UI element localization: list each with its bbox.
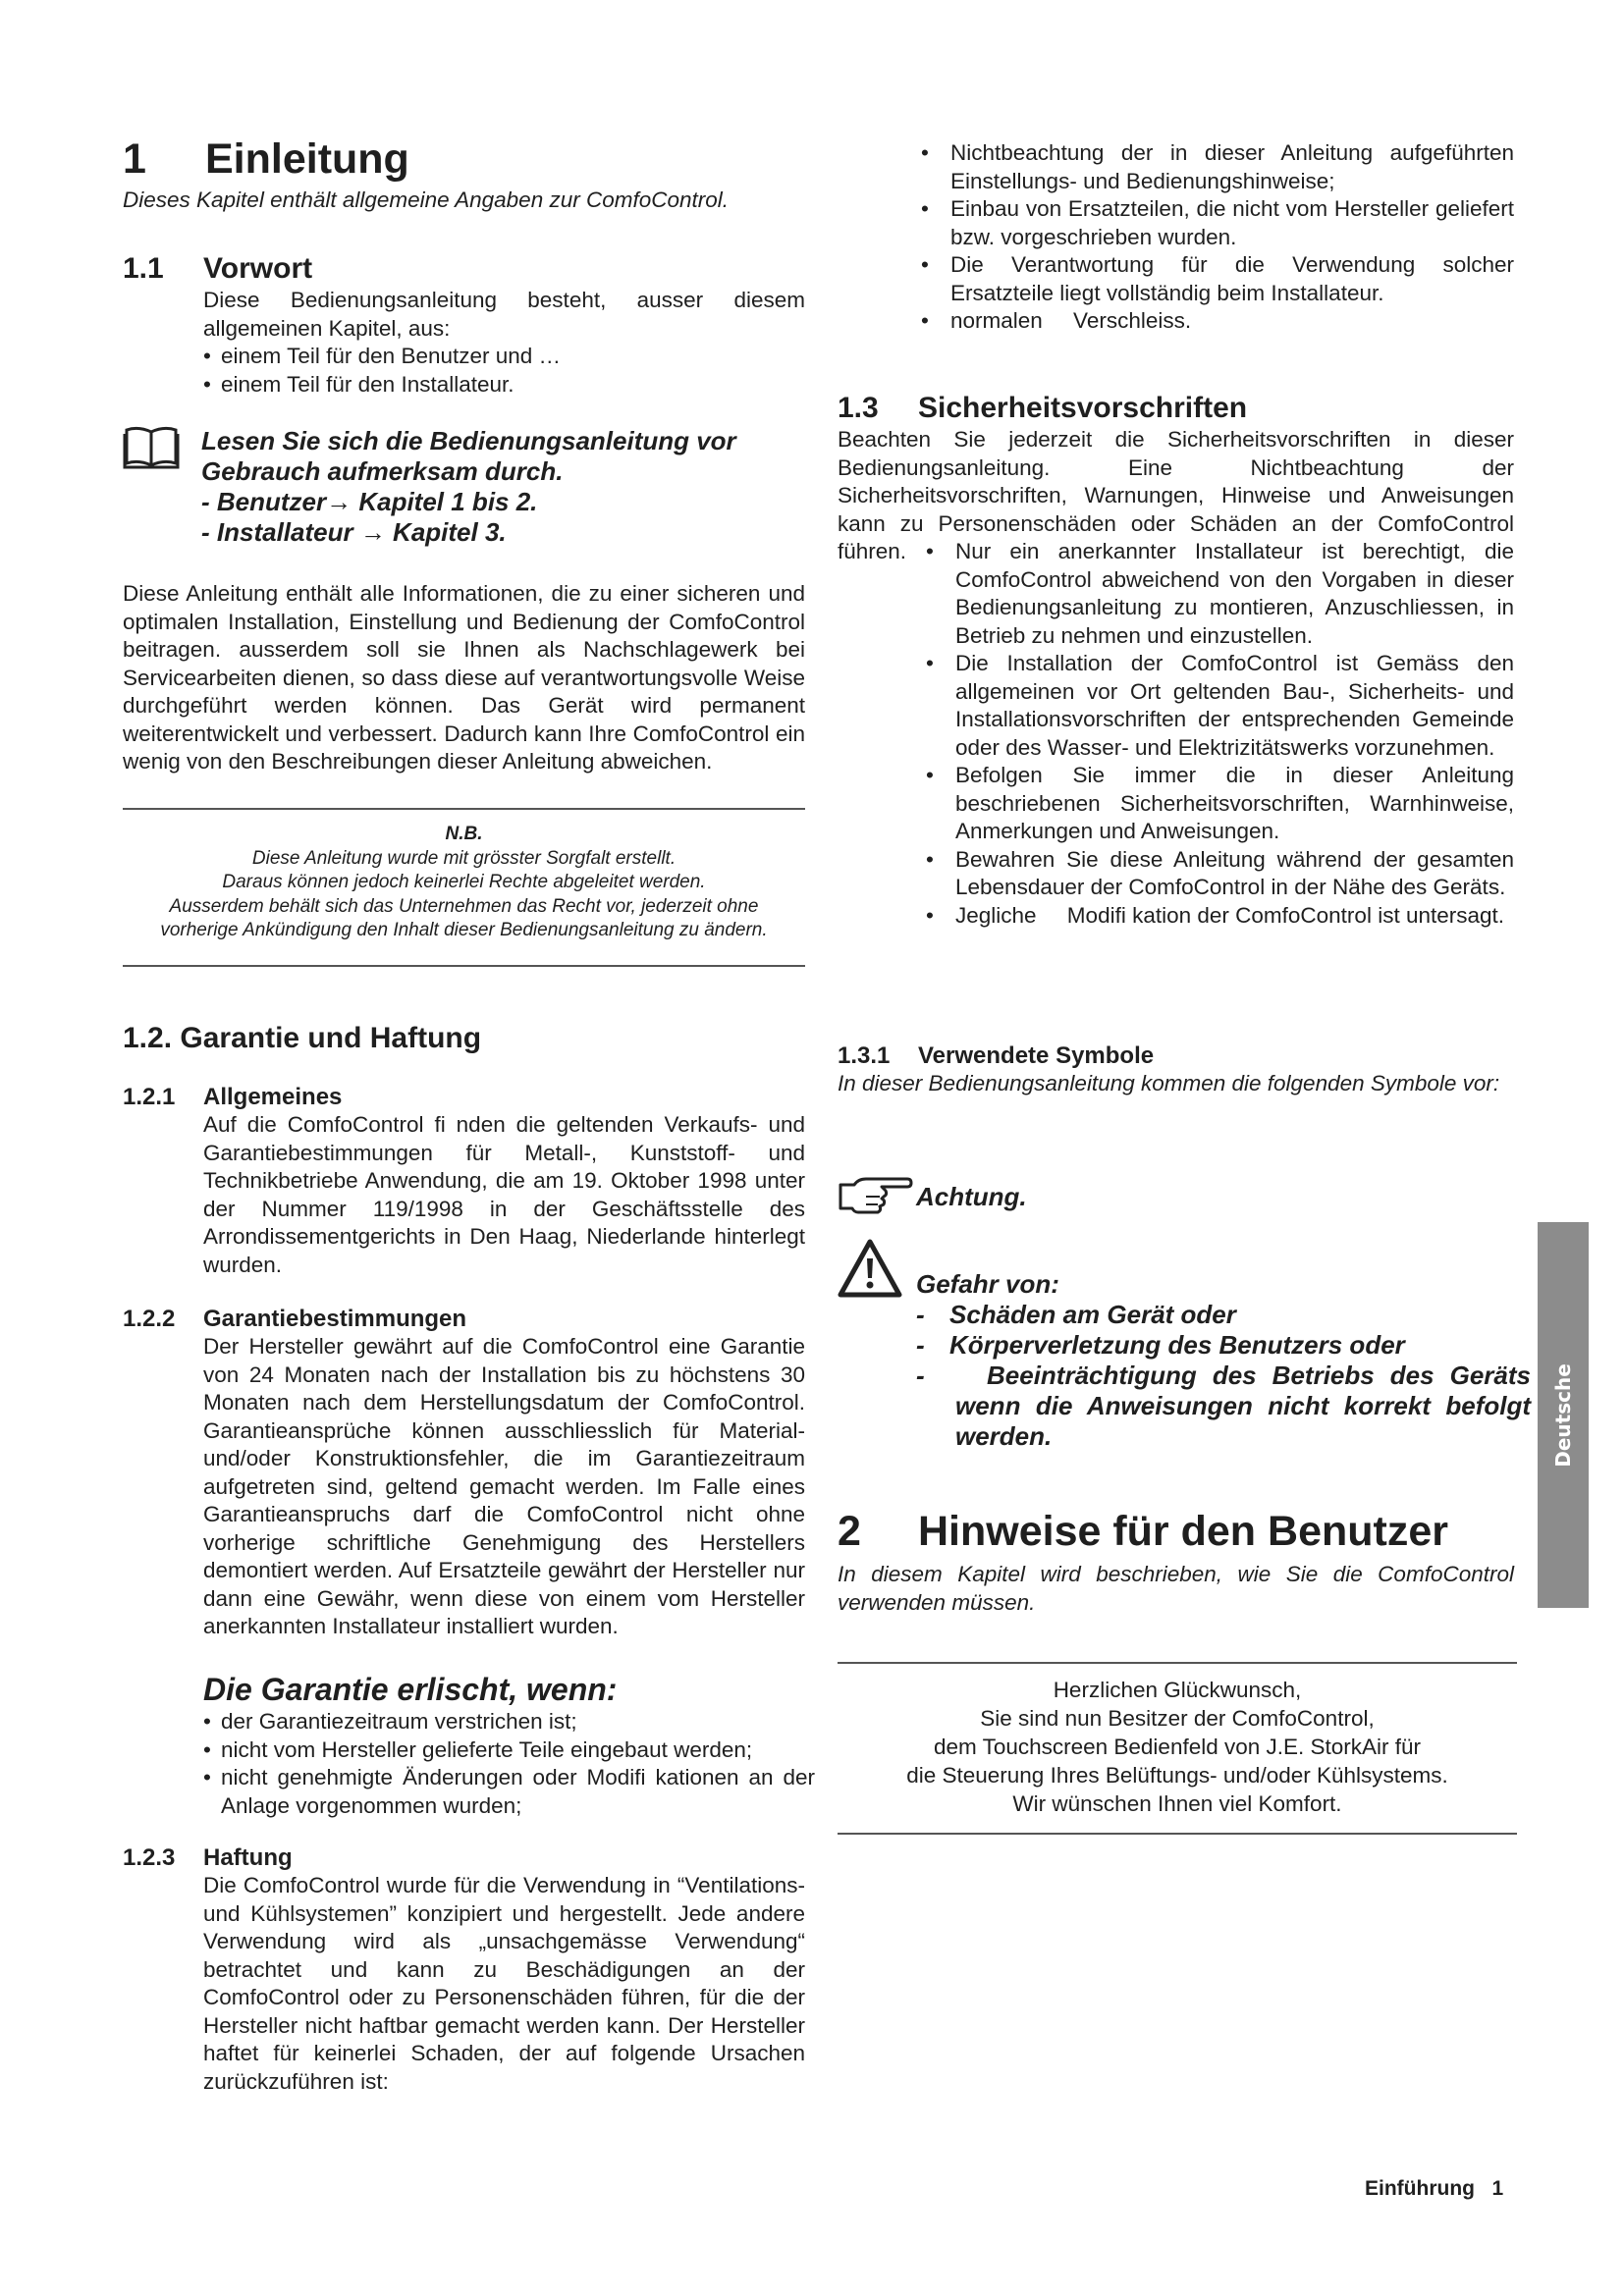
list-item: • der Garantiezeitraum verstrichen ist; <box>203 1708 815 1736</box>
section-1-2-2-heading: 1.2.2 Garantiebestimmungen <box>123 1306 467 1332</box>
warranty-expiry-heading: Die Garantie erlischt, wenn: <box>203 1672 618 1707</box>
list-item: - Schäden am Gerät oder <box>916 1300 1236 1329</box>
danger-list <box>916 1300 1537 1452</box>
chapter-intro: In diesem Kapitel wird beschrieben, wie Sie die ComfoControl verwenden müssen. <box>838 1562 1514 1615</box>
safety-bullet-list <box>908 538 1514 930</box>
pointing-hand-icon <box>837 1173 913 1221</box>
page-footer <box>1365 2177 1503 2201</box>
chapter-title: Einleitung <box>205 135 409 183</box>
bullet-list <box>203 343 805 399</box>
section-1-2-3-heading: 1.2.3 Haftung <box>123 1844 293 1871</box>
section-1-3-heading: 1.3 Sicherheitsvorschriften <box>838 392 1248 424</box>
nb-title: N.B. <box>445 824 483 844</box>
chapter-intro: Dieses Kapitel enthält allgemeine Angaben zur ComfoControl. <box>123 187 730 212</box>
language-tab-label: Deutsche <box>1551 1362 1575 1468</box>
gefahr-label: Gefahr von: <box>916 1269 1059 1299</box>
paragraph: Beachten Sie jederzeit die Sicherheitsvorschriften in dieser Bedienungsanleitung. Eine Nichtbeachtung der Sicherheitsvorschriften, Warnungen, Hinweise und Anweisungen kann zu Personenschäden oder Schäden an der ComfoControl führen. <box>838 427 1514 563</box>
section-1-1-body <box>203 287 805 399</box>
section-1-3-1-heading: 1.3.1 Verwendete Symbole <box>838 1042 1155 1069</box>
list-item: • Befolgen Sie immer die in dieser Anleitung beschriebenen Sicherheitsvorschriften, Warnhinweise, Anmerkungen und Anweisungen. <box>908 762 1514 846</box>
paragraph: Diese Anleitung enthält alle Informationen, die zu einer sicheren und optimalen Installation, Einstellung und Bedienung der ComfoControl beitragen. ausserdem soll sie Ihnen als Nachschlagewerk bei Servicearbeiten dienen, so dass diese auf verantwortungsvolle Weise durchgeführt werden können. Das Gerät wird permanent weiterentwickelt und verbessert. Dadurch kann Ihre ComfoControl ein wenig von den Beschreibungen dieser Anleitung abweichen. <box>123 581 805 774</box>
section-1-1-heading: 1.1 Vorwort <box>123 252 313 285</box>
congratulations-box: Herzlichen Glückwunsch, Sie sind nun Besitzer der ComfoControl, dem Touchscreen Bedienfeld von J.E. StorkAir für die Steuerung Ihres Belüftungs- und/oder Kühlsystems. Wir wünschen Ihnen viel Komfort. <box>906 1678 1448 1816</box>
paragraph: In dieser Bedienungsanleitung kommen die folgenden Symbole vor: <box>838 1071 1500 1095</box>
list-item: • Die Installation der ComfoControl ist Gemäss den allgemeinen vor Ort geltenden Bau-, Sicherheits- und Installationsvorschriften der entsprechenden Gemeinde oder des Wasser- und Elektrizitätswerks vorzunehmen. <box>908 650 1514 762</box>
list-item: • Nur ein anerkannter Installateur ist berechtigt, die ComfoControl abweichend von den Vorgaben in dieser Bedienungsanleitung zu montieren, Anzuschliessen, in Betrieb zu nehmen und einzustellen. <box>908 538 1514 650</box>
nb-box: N.B. Diese Anleitung wurde mit grösster Sorgfalt erstellt. Daraus können jedoch keinerlei Rechte abgeleitet werden. Ausserdem behält sich das Unternehmen das Recht vor, jederzeit ohne vorherige Ankündigung den Inhalt dieser Bedienungsanleitung zu ändern. <box>123 823 805 943</box>
divider <box>123 965 805 967</box>
language-tab <box>1538 1222 1589 1608</box>
paragraph: Der Hersteller gewährt auf die ComfoControl eine Garantie von 24 Monaten nach der Installation bis zu höchstens 30 Monaten nach dem Herstellungsdatum der ComfoControl. Garantieansprüche können ausschliesslich für Material- und/oder Konstruktionsfehler, die im Garantiezeitraum aufgetreten sind, geltend gemacht werden. Im Falle eines Garantieanspruchs darf die ComfoControl nicht ohne vorherige schriftliche Genehmigung des Herstellers demontiert werden. Auf Ersatzteile gewährt der Hersteller nur dann eine Gewähr, wenn diese von einem vom Hersteller anerkannten Installateur installiert wurden. <box>203 1334 805 1638</box>
chapter-2-heading: 2 Hinweise für den Benutzer <box>838 1508 1448 1555</box>
list-item: • nicht vom Hersteller gelieferte Teile eingebaut werden; <box>203 1736 815 1765</box>
list-item: • normalen Verschleiss. <box>903 307 1514 336</box>
list-item: • einem Teil für den Benutzer und … <box>203 343 805 371</box>
list-item: • Die Verantwortung für die Verwendung solcher Ersatzteile liegt vollständig beim Installateur. <box>903 251 1514 307</box>
section-1-2-heading: 1.2. Garantie und Haftung <box>123 1022 482 1054</box>
divider <box>123 808 805 810</box>
chapter-number: 1 <box>123 135 146 183</box>
list-item: - Körperverletzung des Benutzers oder <box>916 1330 1405 1360</box>
paragraph: Auf die ComfoControl fi nden die geltenden Verkaufs- und Garantiebestimmungen für Metall-, Kunststoff- und Technikbetriebe Anwendung, die am 19. Oktober 1998 unter der Nummer 119/1998 in der Geschäftsstelle des Arrondissementgerichts in Den Haag, Niederlande hinterlegt wurden. <box>203 1112 805 1277</box>
list-item: • nicht genehmigte Änderungen oder Modifi kationen an der Anlage vorgenommen wurden; <box>203 1764 815 1820</box>
paragraph: Diese Bedienungsanleitung besteht, ausser diesem allgemeinen Kapitel, aus: <box>203 288 805 341</box>
read-manual-note: Lesen Sie sich die Bedienungsanleitung vor Gebrauch aufmerksam durch. - Benutzer→ Kapitel 1 bis 2. - Installateur → Kapitel 3. <box>201 426 736 547</box>
list-item: • einem Teil für den Installateur. <box>203 371 805 400</box>
liability-bullet-list <box>903 139 1514 336</box>
paragraph: Die ComfoControl wurde für die Verwendung in “Ventilations- und Kühlsystemen” konzipiert und hergestellt. Jede andere Verwendung wird als „unsachgemässe Verwendung“ betrachtet und kann zu Beschädigungen an der ComfoControl oder zu Personenschäden führen, für die der Hersteller nicht haftbar gemacht werden kann. Der Hersteller haftet für keinerlei Schaden, der auf folgende Ursachen zurückzuführen ist: <box>203 1873 805 2094</box>
list-item: • Einbau von Ersatzteilen, die nicht vom Hersteller geliefert bzw. vorgeschrieben wurden. <box>903 195 1514 251</box>
bullet-list <box>203 1708 815 1820</box>
chapter-1-heading <box>123 134 409 184</box>
page-number: 1 <box>1491 2177 1504 2200</box>
list-item: • Jegliche Modifi kation der ComfoControl ist untersagt. <box>908 902 1514 931</box>
divider <box>838 1662 1517 1664</box>
achtung-label: Achtung. <box>916 1182 1027 1211</box>
divider <box>838 1833 1517 1835</box>
book-icon <box>123 424 180 474</box>
list-item: • Nichtbeachtung der in dieser Anleitung aufgeführten Einstellungs- und Bedienungshinweise; <box>903 139 1514 195</box>
warning-triangle-icon <box>838 1239 902 1303</box>
section-1-2-1-heading: 1.2.1 Allgemeines <box>123 1084 343 1110</box>
footer-section: Einführung <box>1365 2177 1475 2200</box>
list-item: - Beeinträchtigung des Betriebs des Geräts wenn die Anweisungen nicht korrekt befolgt werden. <box>916 1361 1531 1451</box>
list-item: • Bewahren Sie diese Anleitung während der gesamten Lebensdauer der ComfoControl in der Nähe des Geräts. <box>908 846 1514 902</box>
